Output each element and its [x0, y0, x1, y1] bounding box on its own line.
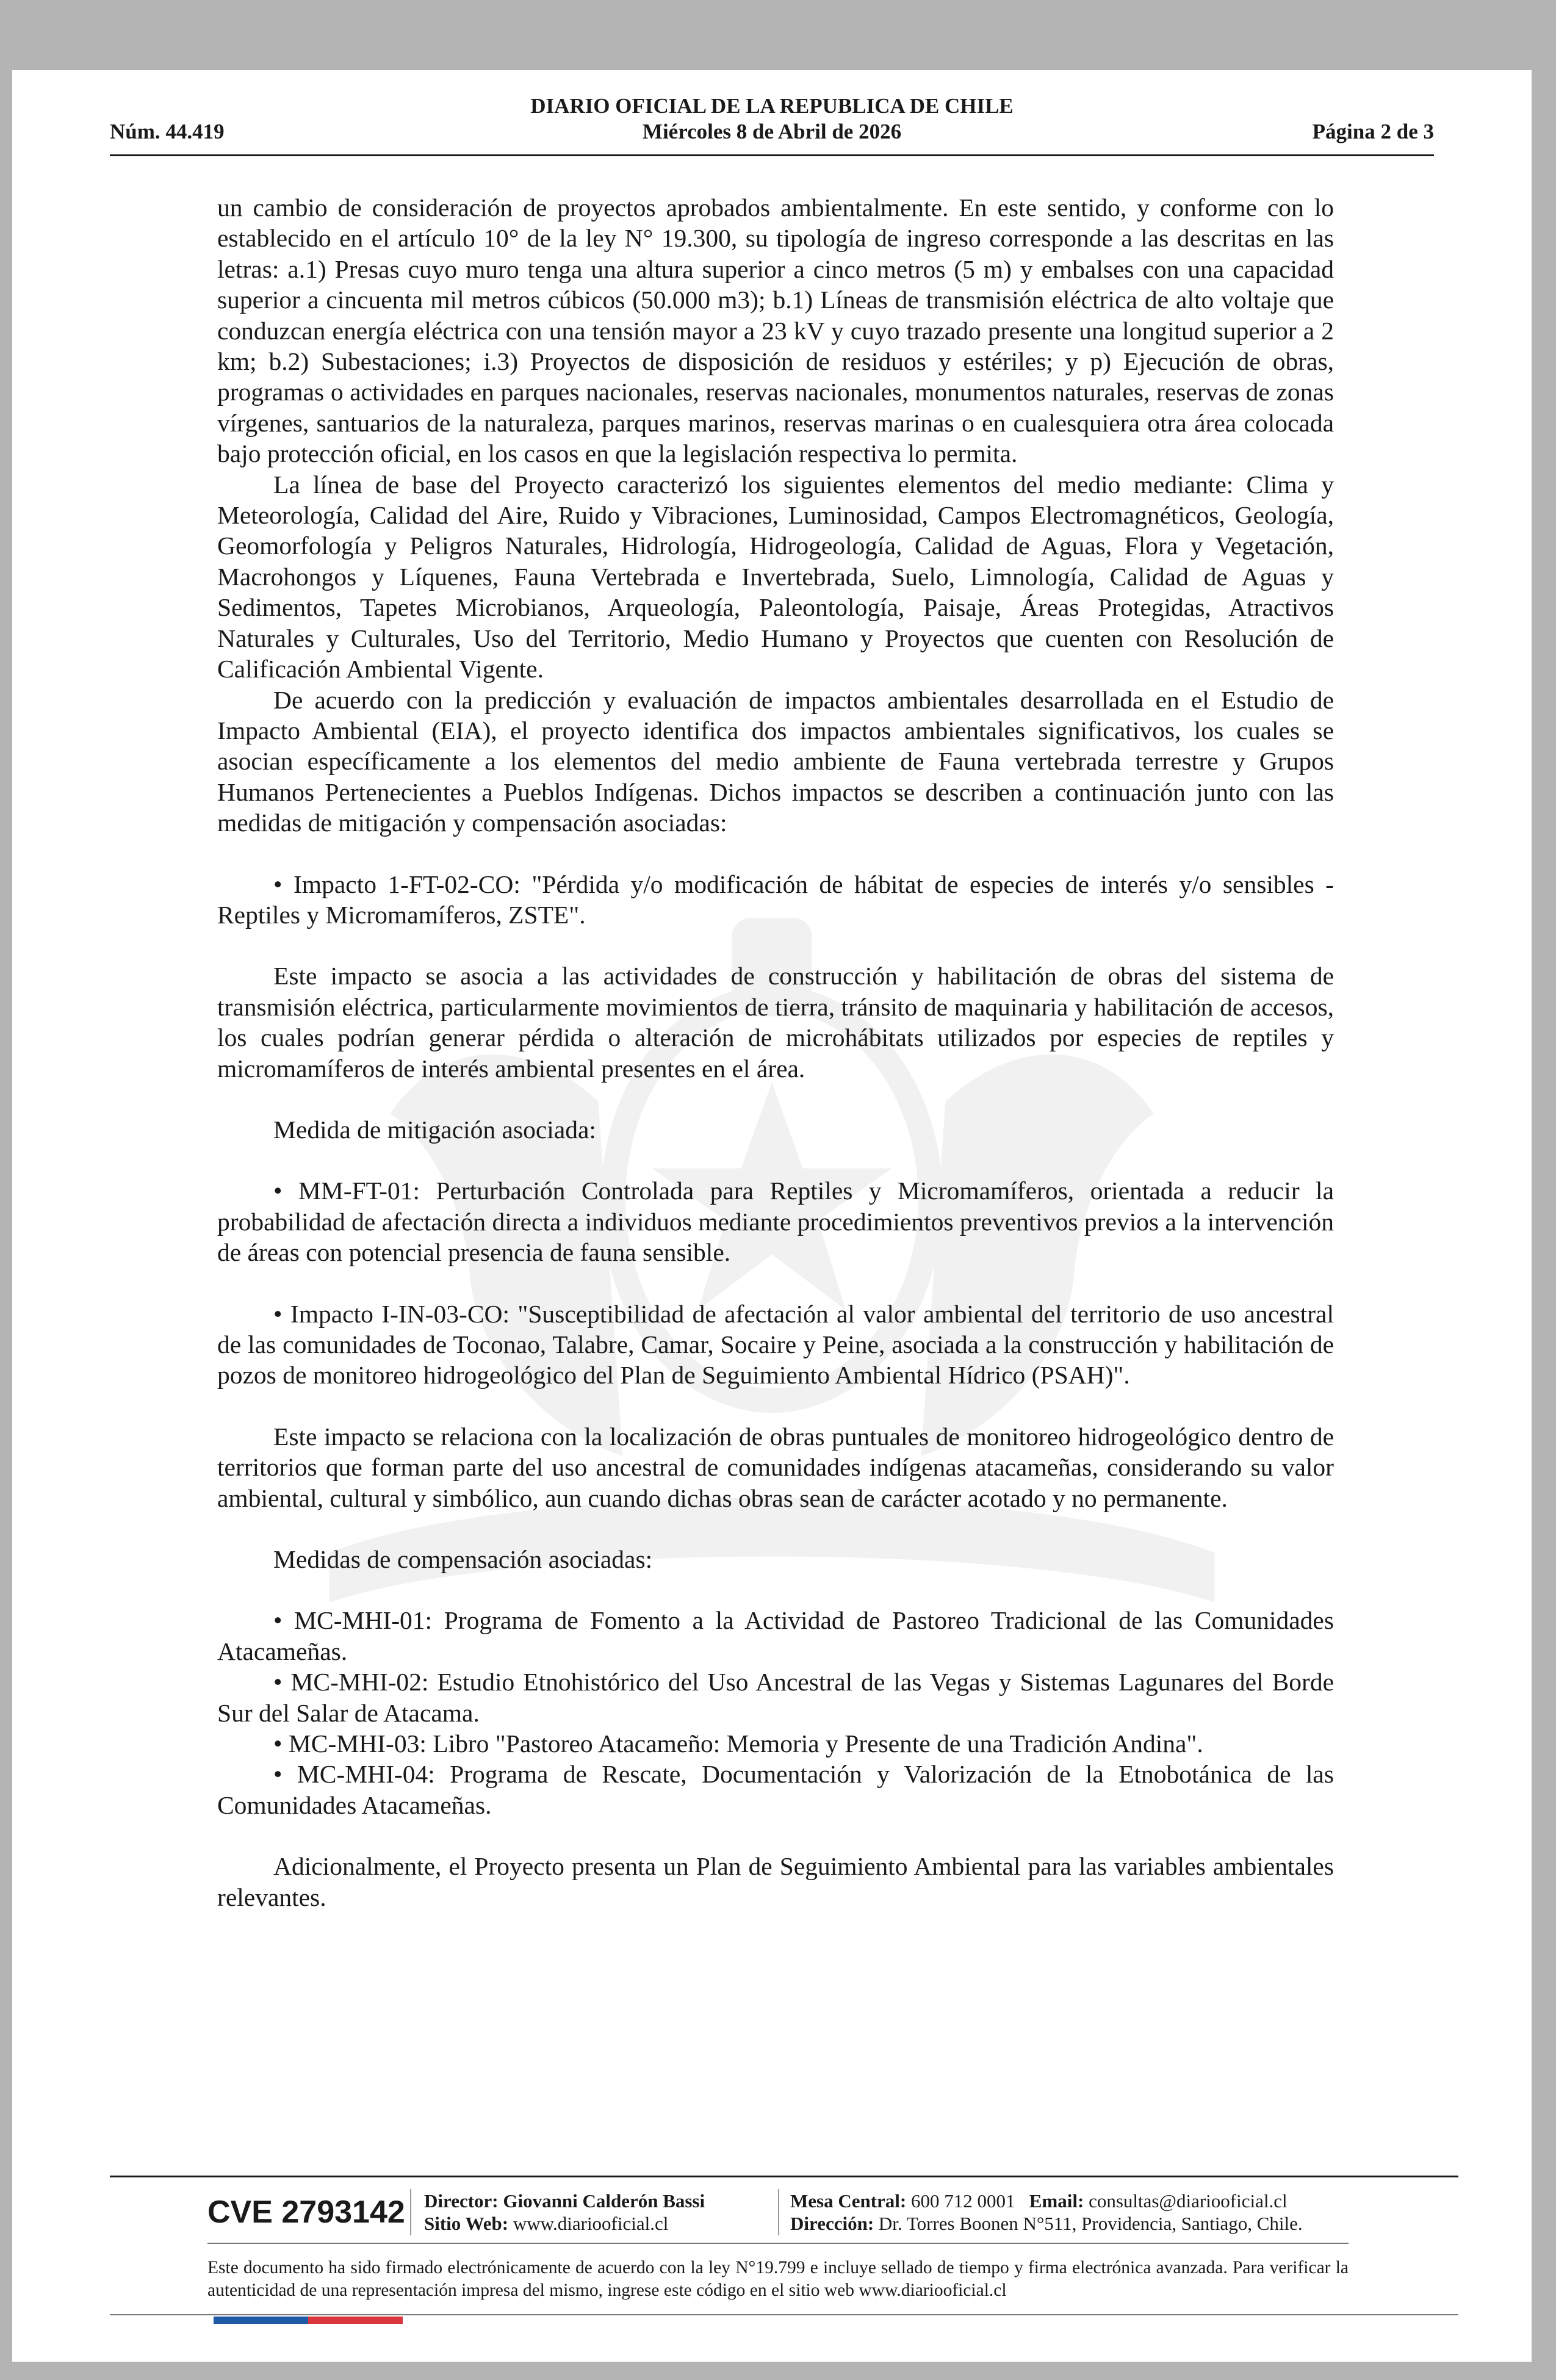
- footer-separator: [410, 2189, 411, 2235]
- paragraph-impact-fauna-description: Este impacto se asocia a las actividades de construcción y habilitación de obras del sistema de transmisión eléctrica, particularmente movimientos de tierra, tránsito de maquinaria y habilitación de accesos, los cuales podrían generar pérdida o alteración de microhábitats utilizados por especies de reptiles y micromamíferos de interés ambiental presentes en el área.: [217, 962, 1334, 1083]
- article-body: [217, 192, 1334, 1913]
- issue-number: Núm. 44.419: [110, 120, 225, 143]
- paragraph-impactos: De acuerdo con la predicción y evaluación de impactos ambientales desarrollada en el Estudio de Impacto Ambiental (EIA), el proyecto identifica dos impactos ambientales significativos, los cuales se asocian específicamente a los elementos del medio ambiente de Fauna vertebrada terrestre y Grupos Humanos Pertenecientes a Pueblos Indígenas. Dichos impactos se describen a continuación junto con las medidas de mitigación y compensación asociadas:: [217, 685, 1334, 837]
- director-label: Director:: [424, 2190, 499, 2212]
- footer-bottom-divider: [110, 2314, 1458, 2315]
- document-page: [12, 70, 1532, 2362]
- email-link[interactable]: consultas@diariooficial.cl: [1089, 2190, 1288, 2212]
- flag-stripe-blue: [214, 2317, 308, 2324]
- compensation-item: • MC-MHI-01: Programa de Fomento a la Actividad de Pastoreo Tradicional de las Comunidades Atacameñas.: [217, 1606, 1334, 1665]
- footer-inner-divider: [207, 2243, 1349, 2244]
- page-indicator: Página 2 de 3: [1312, 120, 1434, 143]
- director-name: Giovanni Calderón Bassi: [503, 2190, 705, 2212]
- newspaper-title: DIARIO OFICIAL DE LA REPUBLICA DE CHILE: [530, 94, 1014, 118]
- website-link[interactable]: www.diariooficial.cl: [513, 2213, 669, 2234]
- footer-separator: [778, 2189, 779, 2235]
- issue-date: Miércoles 8 de Abril de 2026: [642, 120, 902, 143]
- website-label: Sitio Web:: [424, 2213, 509, 2234]
- address-label: Dirección:: [790, 2213, 874, 2234]
- footer-contact-info: [790, 2190, 1303, 2235]
- header-divider: [110, 154, 1434, 156]
- paragraph-tipologia: un cambio de consideración de proyectos aprobados ambientalmente. En este sentido, y conforme con lo establecido en el artículo 10° de la ley N° 19.300, su tipología de ingreso corresponde a las descritas en las letras: a.1) Presas cuyo muro tenga una altura superior a cinco metros (5 m) y embalses con una capacidad superior a cincuenta mil metros cúbicos (50.000 m3); b.1) Líneas de transmisión eléctrica de alto voltaje que conduzcan energía eléctrica con una tensión mayor a 23 kV y cuyo trazado presente una longitud superior a 2 km; b.2) Subestaciones; i.3) Proyectos de disposición de residuos y estériles; y p) Ejecución de obras, programas o actividades en parques nacionales, reservas nacionales, monumentos naturales, reservas de zonas vírgenes, santuarios de la naturaleza, parques marinos, reservas marinas o en cualesquiera otra área colocada bajo protección oficial, en los casos en que la legislación respectiva lo permita.: [217, 193, 1334, 468]
- page-header: [110, 93, 1434, 142]
- flag-stripe-red: [308, 2317, 403, 2324]
- mitigation-heading: Medida de mitigación asociada:: [273, 1115, 596, 1144]
- paragraph-impact-indigenous-description: Este impacto se relaciona con la localización de obras puntuales de monitoreo hidrogeológico dentro de territorios que forman parte del uso ancestral de comunidades indígenas atacameñas, considerando su valor ambiental, cultural y simbólico, aun cuando dichas obras sean de carácter acotado y no permanente.: [217, 1422, 1334, 1512]
- email-label: Email:: [1029, 2190, 1084, 2212]
- paragraph-linea-base: La línea de base del Proyecto caracterizó los siguientes elementos del medio mediante: Clima y Meteorología, Calidad del Aire, Ruido y Vibraciones, Luminosidad, Campos Electromagnéticos, Geología, Geomorfología y Peligros Naturales, Hidrología, Hidrogeología, Calidad de Aguas, Flora y Vegetación, Macrohongos y Líquenes, Fauna Vertebrada e Invertebrada, Suelo, Limnología, Calidad de Aguas y Sedimentos, Tapetes Microbianos, Arqueología, Paleontología, Paisaje, Áreas Protegidas, Atractivos Naturales y Culturales, Uso del Territorio, Medio Humano y Proyectos que cuenten con Resolución de Calificación Ambiental Vigente.: [217, 470, 1334, 683]
- compensation-item: • MC-MHI-04: Programa de Rescate, Documentación y Valorización de la Etnobotánica de las Comunidades Atacameñas.: [217, 1760, 1334, 1819]
- impact-item-fauna: • Impacto 1-FT-02-CO: "Pérdida y/o modificación de hábitat de especies de interés y/o sensibles - Reptiles y Micromamíferos, ZSTE".: [217, 870, 1334, 929]
- compensation-item: • MC-MHI-02: Estudio Etnohistórico del Uso Ancestral de las Vegas y Sistemas Lagunares del Borde Sur del Salar de Atacama.: [217, 1668, 1334, 1727]
- paragraph-closing: Adicionalmente, el Proyecto presenta un Plan de Seguimiento Ambiental para las variables ambientales relevantes.: [217, 1852, 1334, 1911]
- compensation-heading: Medidas de compensación asociadas:: [273, 1545, 653, 1574]
- mesa-central-phone: 600 712 0001: [911, 2190, 1015, 2212]
- address-value: Dr. Torres Boonen N°511, Providencia, Santiago, Chile.: [878, 2213, 1303, 2234]
- mitigation-item: • MM-FT-01: Perturbación Controlada para Reptiles y Micromamíferos, orientada a reducir la probabilidad de afectación directa a individuos mediante procedimientos preventivos previos a la intervención de áreas con potencial presencia de fauna sensible.: [217, 1177, 1334, 1267]
- legal-notice: Este documento ha sido firmado electrónicamente de acuerdo con la ley N°19.799 e incluye sellado de tiempo y firma electrónica avanzada. Para verificar la autenticidad de una representación impresa del mismo, ingrese este código en el sitio web www.diariooficial.cl: [207, 2258, 1349, 2300]
- cve-code: CVE 2793142: [207, 2194, 405, 2230]
- footer-divider: [110, 2176, 1458, 2177]
- compensation-item: • MC-MHI-03: Libro "Pastoreo Atacameño: Memoria y Presente de una Tradición Andina".: [273, 1729, 1203, 1758]
- footer-director-info: [424, 2190, 705, 2235]
- mesa-central-label: Mesa Central:: [790, 2190, 907, 2212]
- impact-item-indigenous: • Impacto I-IN-03-CO: "Susceptibilidad de afectación al valor ambiental del territorio de uso ancestral de las comunidades de Toconao, Talabre, Camar, Socaire y Peine, asociada a la construcción y habilitación de pozos de monitoreo hidrogeológico del Plan de Seguimiento Ambiental Hídrico (PSAH)".: [217, 1299, 1334, 1390]
